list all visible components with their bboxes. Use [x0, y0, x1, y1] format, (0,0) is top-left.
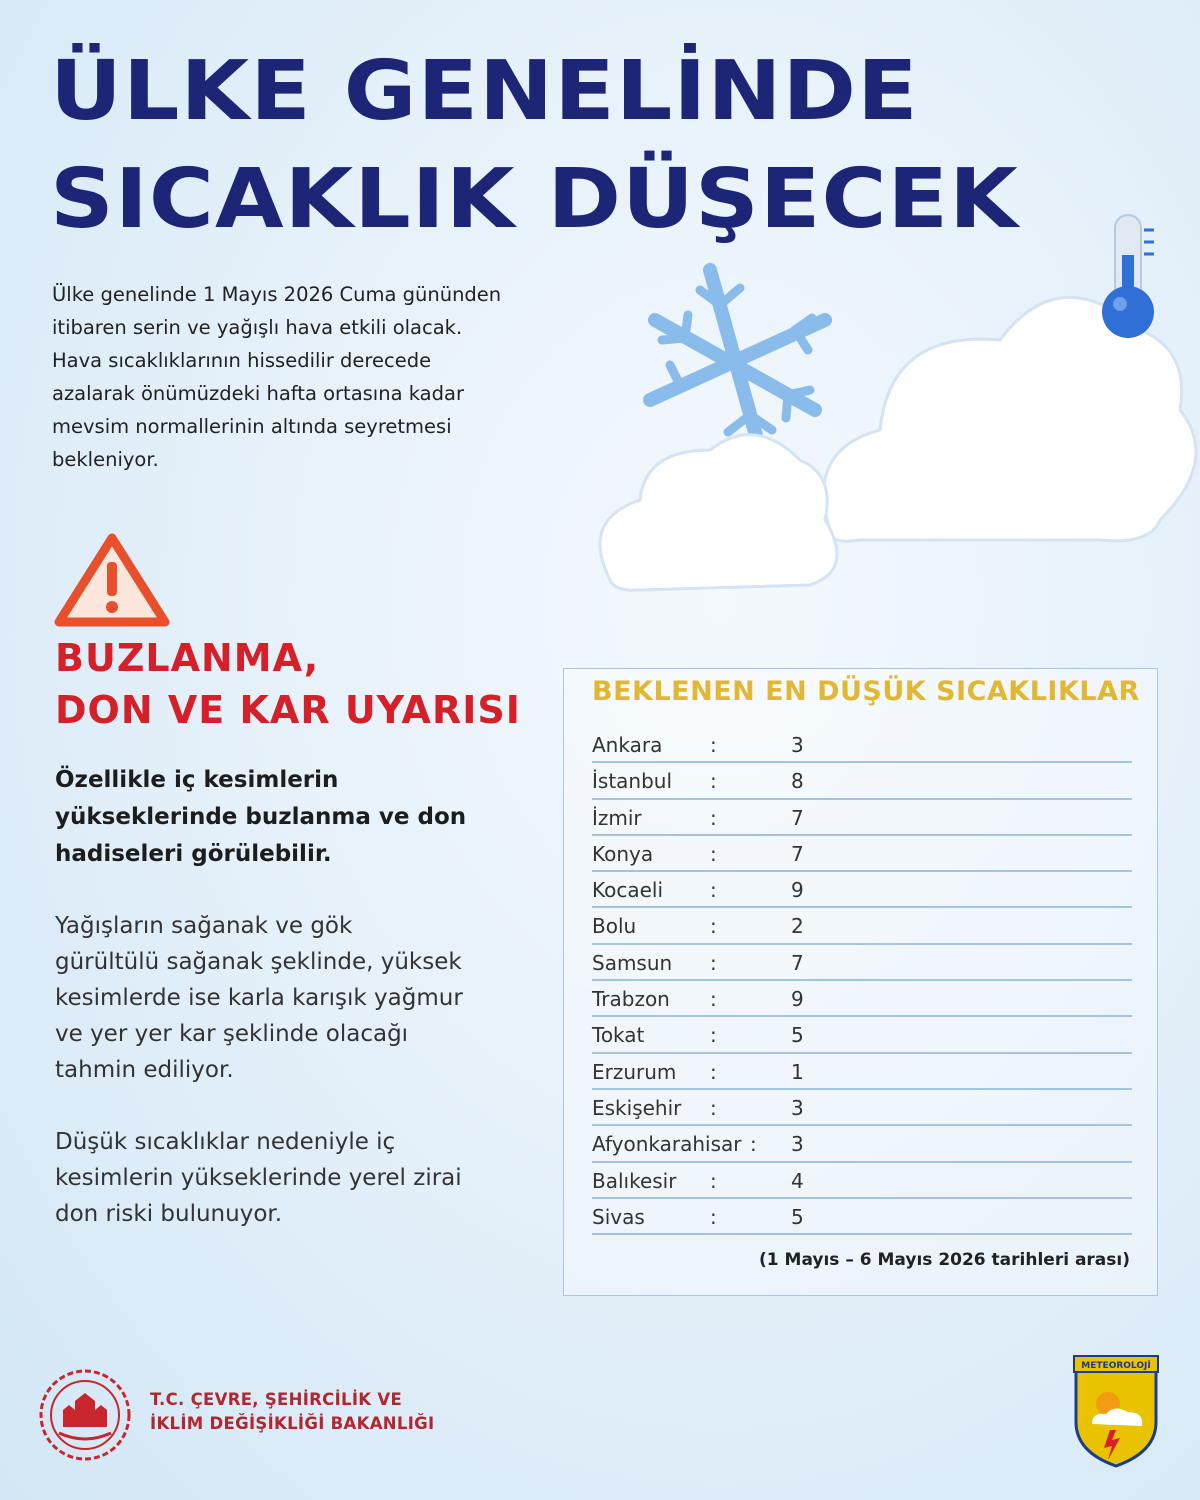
table-row — [592, 1090, 1132, 1126]
city-name: Erzurum — [592, 1059, 677, 1084]
intro-line: azalarak önümüzdeki hafta ortasına kadar — [52, 382, 464, 405]
separator: : — [710, 733, 717, 757]
highlight-line: yükseklerinde buzlanma ve don — [55, 804, 467, 830]
temperature-value: 4 — [791, 1168, 804, 1193]
paragraph-line: don riski bulunuyor. — [55, 1201, 283, 1227]
intro-line: itibaren serin ve yağışlı hava etkili olacak. — [52, 316, 463, 339]
date-range-note: (1 Mayıs – 6 Mayıs 2026 tarihleri arası) — [759, 1250, 1130, 1270]
table-row — [592, 727, 1132, 763]
table-row — [592, 1199, 1132, 1235]
separator: : — [750, 1132, 757, 1157]
temperature-value: 2 — [791, 914, 804, 939]
table-row — [592, 908, 1132, 944]
meteo-logo-text: METEOROLOJİ — [1081, 1361, 1151, 1371]
temperature-value: 7 — [791, 841, 804, 866]
warning-highlight — [55, 762, 535, 873]
table-row — [592, 836, 1132, 872]
ministry-line-1: T.C. ÇEVRE, ŞEHİRCİLİK VE — [150, 1390, 403, 1409]
ministry-line-2: İKLİM DEĞİŞİKLİĞİ BAKANLIĞI — [150, 1414, 435, 1433]
intro-line: mevsim normallerinin altında seyretmesi — [52, 415, 452, 438]
table-row — [592, 981, 1132, 1017]
paragraph-line: tahmin ediliyor. — [55, 1057, 234, 1083]
warning-title-line-1: BUZLANMA, — [55, 636, 320, 680]
intro-paragraph — [52, 278, 572, 476]
thermometer-icon — [1102, 215, 1154, 338]
temperature-table-title: BEKLENEN EN DÜŞÜK SICAKLIKLAR — [592, 676, 1140, 707]
separator: : — [710, 987, 717, 1012]
snowflake-icon — [650, 270, 825, 450]
separator: : — [710, 1059, 717, 1084]
city-name: Eskişehir — [592, 1095, 682, 1120]
city-name: İzmir — [592, 805, 642, 830]
temperature-value: 9 — [791, 987, 804, 1012]
paragraph-line: Yağışların sağanak ve gök — [55, 913, 353, 939]
warning-title-line-2: DON VE KAR UYARISI — [55, 688, 521, 732]
separator: : — [710, 1023, 717, 1048]
highlight-line: hadiseleri görülebilir. — [55, 841, 332, 867]
table-row — [592, 1017, 1132, 1053]
warning-triangle-icon — [52, 530, 172, 630]
temperature-value: 1 — [791, 1059, 804, 1084]
separator: : — [710, 950, 717, 975]
title-line-2: SICAKLIK DÜŞECEK — [50, 152, 1019, 247]
separator: : — [710, 769, 717, 794]
temperature-value: 5 — [791, 1023, 804, 1048]
city-name: Afyonkarahisar — [592, 1132, 742, 1157]
table-row — [592, 945, 1132, 981]
table-row — [592, 872, 1132, 908]
temperature-value: 9 — [791, 878, 804, 903]
ministry-seal-logo — [35, 1365, 135, 1465]
precipitation-paragraph — [55, 908, 545, 1088]
intro-line: Ülke genelinde 1 Mayıs 2026 Cuma gününden — [52, 283, 502, 306]
temperature-value: 3 — [791, 1095, 804, 1120]
temperature-value: 3 — [791, 1132, 804, 1157]
city-name: Ankara — [592, 733, 663, 757]
city-name: İstanbul — [592, 769, 673, 794]
city-name: Kocaeli — [592, 878, 664, 903]
intro-line: bekleniyor. — [52, 448, 159, 471]
temperature-value: 8 — [791, 769, 804, 794]
city-name: Trabzon — [592, 987, 670, 1012]
separator: : — [710, 1204, 717, 1229]
paragraph-line: ve yer yer kar şeklinde olacağı — [55, 1021, 409, 1047]
frost-risk-paragraph — [55, 1124, 545, 1232]
highlight-line: Özellikle iç kesimlerin — [55, 767, 339, 793]
separator: : — [710, 841, 717, 866]
city-name: Tokat — [592, 1023, 645, 1048]
temperature-value: 3 — [791, 733, 804, 757]
warning-title — [55, 632, 521, 736]
title-line-1: ÜLKE GENELİNDE — [50, 44, 919, 139]
city-name: Sivas — [592, 1204, 645, 1229]
table-row — [592, 763, 1132, 799]
temperature-value: 7 — [791, 805, 804, 830]
temperature-value: 5 — [791, 1204, 804, 1229]
meteoroloji-logo — [1070, 1352, 1162, 1470]
weather-illustration — [560, 200, 1200, 600]
city-name: Konya — [592, 841, 654, 866]
table-row — [592, 1054, 1132, 1090]
ministry-name — [150, 1388, 434, 1436]
city-name: Samsun — [592, 950, 673, 975]
city-name: Balıkesir — [592, 1168, 677, 1193]
paragraph-line: kesimlerde ise karla karışık yağmur — [55, 985, 463, 1011]
city-name: Bolu — [592, 914, 637, 939]
paragraph-line: Düşük sıcaklıklar nedeniyle iç — [55, 1129, 396, 1155]
intro-line: Hava sıcaklıklarının hissedilir derecede — [52, 349, 432, 372]
table-row — [592, 1163, 1132, 1199]
temperature-value: 7 — [791, 950, 804, 975]
separator: : — [710, 805, 717, 830]
separator: : — [710, 878, 717, 903]
separator: : — [710, 914, 717, 939]
cloud-icon — [600, 435, 837, 591]
separator: : — [710, 1095, 717, 1120]
temperature-table — [592, 727, 1132, 1235]
table-row — [592, 1126, 1132, 1162]
separator: : — [710, 1168, 717, 1193]
table-row — [592, 800, 1132, 836]
paragraph-line: gürültülü sağanak şeklinde, yüksek — [55, 949, 462, 975]
paragraph-line: kesimlerin yükseklerinde yerel zirai — [55, 1165, 462, 1191]
